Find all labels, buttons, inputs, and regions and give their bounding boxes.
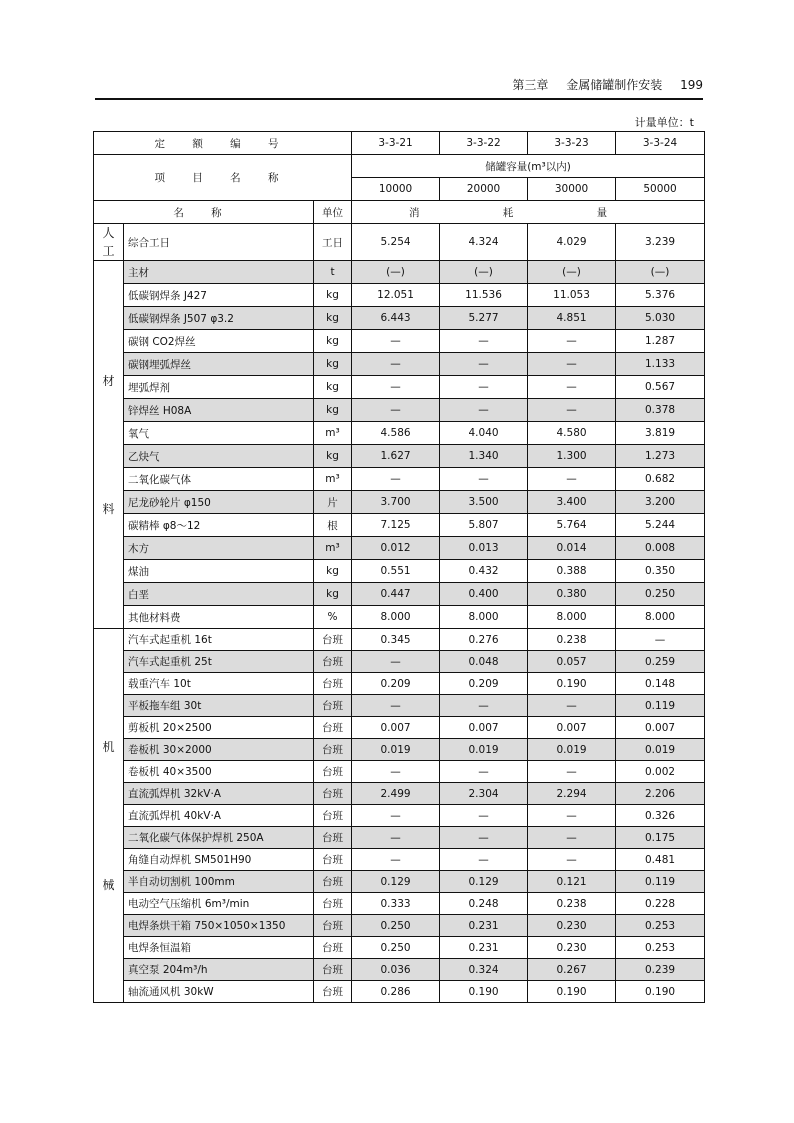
- item-value: 3.700: [352, 491, 440, 514]
- item-value: 2.499: [352, 783, 440, 805]
- item-value: —: [440, 330, 528, 353]
- item-value: 0.121: [528, 871, 616, 893]
- item-value: —: [440, 805, 528, 827]
- table-row: [94, 468, 705, 491]
- item-value: 0.326: [616, 805, 705, 827]
- table-row: [94, 224, 705, 261]
- category-char: 料: [102, 501, 115, 516]
- item-value: 0.007: [440, 717, 528, 739]
- table-row: [94, 560, 705, 583]
- item-name: 半自动切割机 100mm: [124, 871, 314, 893]
- item-value: 4.580: [528, 422, 616, 445]
- item-name: 尼龙砂轮片 φ150: [124, 491, 314, 514]
- item-value: 0.238: [528, 893, 616, 915]
- item-value: —: [528, 849, 616, 871]
- item-value: —: [352, 695, 440, 717]
- table-row: [94, 330, 705, 353]
- quota-code: 3-3-21: [352, 132, 440, 155]
- item-value: 2.294: [528, 783, 616, 805]
- item-value: 0.286: [352, 981, 440, 1003]
- item-value: 0.036: [352, 959, 440, 981]
- item-name: 直流弧焊机 40kV·A: [124, 805, 314, 827]
- item-value: 0.129: [352, 871, 440, 893]
- capacity-value: 10000: [352, 178, 440, 201]
- item-value: —: [352, 399, 440, 422]
- item-unit: kg: [314, 560, 352, 583]
- item-value: 0.019: [440, 739, 528, 761]
- item-value: 7.125: [352, 514, 440, 537]
- item-unit: 台班: [314, 981, 352, 1003]
- item-value: 0.551: [352, 560, 440, 583]
- quota-table: [93, 131, 705, 1003]
- item-value: 0.119: [616, 695, 705, 717]
- item-name: 锌焊丝 H08A: [124, 399, 314, 422]
- item-name: 角缝自动焊机 SM501H90: [124, 849, 314, 871]
- item-unit: 片: [314, 491, 352, 514]
- item-value: 0.350: [616, 560, 705, 583]
- item-name-label: 项 目 名 称: [94, 155, 352, 201]
- item-value: —: [616, 629, 705, 651]
- item-value: 0.190: [440, 981, 528, 1003]
- item-value: 0.013: [440, 537, 528, 560]
- item-name: 二氧化碳气体: [124, 468, 314, 491]
- item-unit: 根: [314, 514, 352, 537]
- table-row: [94, 915, 705, 937]
- table-row: [94, 717, 705, 739]
- item-value: —: [440, 695, 528, 717]
- item-value: 0.238: [528, 629, 616, 651]
- table-row: [94, 376, 705, 399]
- item-unit: kg: [314, 284, 352, 307]
- item-name: 汽车式起重机 16t: [124, 629, 314, 651]
- item-value: 4.851: [528, 307, 616, 330]
- item-value: 0.380: [528, 583, 616, 606]
- item-value: —: [352, 805, 440, 827]
- item-unit: kg: [314, 445, 352, 468]
- consumption-header: 消 耗 量: [352, 201, 705, 224]
- header-text: [498, 76, 703, 93]
- table-row: [94, 959, 705, 981]
- item-name: 电焊条恒温箱: [124, 937, 314, 959]
- item-value: 5.254: [352, 224, 440, 261]
- item-value: 0.567: [616, 376, 705, 399]
- item-value: 0.388: [528, 560, 616, 583]
- table-row: [94, 629, 705, 651]
- item-value: 0.400: [440, 583, 528, 606]
- table-row: [94, 651, 705, 673]
- item-value: 1.340: [440, 445, 528, 468]
- item-value: —: [528, 761, 616, 783]
- item-value: —: [352, 761, 440, 783]
- item-value: 0.048: [440, 651, 528, 673]
- item-name: 电动空气压缩机 6m³/min: [124, 893, 314, 915]
- item-value: —: [528, 399, 616, 422]
- column-header-row: [94, 201, 705, 224]
- item-name: 埋弧焊剂: [124, 376, 314, 399]
- table-row: [94, 445, 705, 468]
- item-name: 煤油: [124, 560, 314, 583]
- item-value: 0.190: [616, 981, 705, 1003]
- category-char: 机: [102, 739, 115, 754]
- table-row: [94, 307, 705, 330]
- item-value: 12.051: [352, 284, 440, 307]
- item-value: 1.273: [616, 445, 705, 468]
- chapter-label: 第三章: [512, 78, 549, 92]
- item-value: 0.230: [528, 915, 616, 937]
- item-value: 0.019: [528, 739, 616, 761]
- item-unit: 台班: [314, 805, 352, 827]
- item-value: —: [528, 353, 616, 376]
- table-row: [94, 353, 705, 376]
- item-value: —: [528, 376, 616, 399]
- item-unit: kg: [314, 353, 352, 376]
- item-value: 0.447: [352, 583, 440, 606]
- table-row: [94, 805, 705, 827]
- item-value: 1.627: [352, 445, 440, 468]
- item-name: 综合工日: [124, 224, 314, 261]
- item-unit: 台班: [314, 937, 352, 959]
- item-unit: kg: [314, 330, 352, 353]
- item-value: 0.119: [616, 871, 705, 893]
- item-value: 0.019: [352, 739, 440, 761]
- item-unit: kg: [314, 376, 352, 399]
- name-column-header: 名 称: [94, 201, 314, 224]
- item-value: 0.228: [616, 893, 705, 915]
- item-value: 0.239: [616, 959, 705, 981]
- item-value: 5.807: [440, 514, 528, 537]
- table-row: [94, 761, 705, 783]
- item-value: 0.209: [440, 673, 528, 695]
- item-value: 5.277: [440, 307, 528, 330]
- table-row: [94, 491, 705, 514]
- item-name: 碳钢埋弧焊丝: [124, 353, 314, 376]
- item-value: —: [352, 849, 440, 871]
- item-value: —: [440, 849, 528, 871]
- item-name: 白垩: [124, 583, 314, 606]
- item-value: —: [528, 805, 616, 827]
- item-unit: m³: [314, 537, 352, 560]
- item-name: 卷板机 40×3500: [124, 761, 314, 783]
- item-name: 低碳钢焊条 J507 φ3.2: [124, 307, 314, 330]
- table-row: [94, 284, 705, 307]
- item-value: (—): [616, 261, 705, 284]
- category-char: 工: [102, 244, 115, 258]
- item-value: 0.190: [528, 981, 616, 1003]
- item-value: —: [440, 468, 528, 491]
- item-value: 0.432: [440, 560, 528, 583]
- item-name: 直流弧焊机 32kV·A: [124, 783, 314, 805]
- quota-code: 3-3-24: [616, 132, 705, 155]
- item-unit: 台班: [314, 673, 352, 695]
- item-value: 0.231: [440, 915, 528, 937]
- item-value: 0.231: [440, 937, 528, 959]
- item-value: 3.819: [616, 422, 705, 445]
- item-unit: 工日: [314, 224, 352, 261]
- page-header: [95, 72, 703, 100]
- item-unit: 台班: [314, 651, 352, 673]
- item-unit: m³: [314, 422, 352, 445]
- item-name: 其他材料费: [124, 606, 314, 629]
- item-unit: 台班: [314, 849, 352, 871]
- item-name: 二氧化碳气体保护焊机 250A: [124, 827, 314, 849]
- item-value: 0.230: [528, 937, 616, 959]
- table-row: [94, 422, 705, 445]
- item-unit: 台班: [314, 783, 352, 805]
- item-value: 0.002: [616, 761, 705, 783]
- item-unit: m³: [314, 468, 352, 491]
- item-value: 8.000: [528, 606, 616, 629]
- item-unit: 台班: [314, 739, 352, 761]
- item-value: 3.400: [528, 491, 616, 514]
- capacity-value: 20000: [440, 178, 528, 201]
- item-value: 0.007: [352, 717, 440, 739]
- item-value: —: [528, 468, 616, 491]
- item-value: 0.248: [440, 893, 528, 915]
- category-char: 材: [102, 373, 115, 388]
- table-row: [94, 871, 705, 893]
- item-value: —: [352, 651, 440, 673]
- category-labor: [94, 224, 124, 261]
- item-unit: 台班: [314, 717, 352, 739]
- item-value: 8.000: [440, 606, 528, 629]
- section-title: 金属储罐制作安装: [566, 78, 663, 92]
- item-value: —: [352, 376, 440, 399]
- item-value: 0.148: [616, 673, 705, 695]
- item-value: 0.250: [616, 583, 705, 606]
- quota-label: 定 额 编 号: [94, 132, 352, 155]
- item-value: 0.007: [528, 717, 616, 739]
- item-value: (—): [352, 261, 440, 284]
- quota-code: 3-3-23: [528, 132, 616, 155]
- item-value: 0.019: [616, 739, 705, 761]
- item-unit: t: [314, 261, 352, 284]
- quota-code: 3-3-22: [440, 132, 528, 155]
- table-row: [94, 893, 705, 915]
- item-value: 0.324: [440, 959, 528, 981]
- item-unit: 台班: [314, 871, 352, 893]
- item-value: 4.324: [440, 224, 528, 261]
- table-row: [94, 981, 705, 1003]
- item-value: —: [352, 827, 440, 849]
- item-value: 0.378: [616, 399, 705, 422]
- item-value: 1.133: [616, 353, 705, 376]
- item-value: 0.250: [352, 915, 440, 937]
- item-value: 5.764: [528, 514, 616, 537]
- item-value: 0.057: [528, 651, 616, 673]
- unit-note: 计量单位：t: [634, 116, 694, 129]
- item-value: 3.239: [616, 224, 705, 261]
- item-value: —: [440, 827, 528, 849]
- item-value: 0.253: [616, 915, 705, 937]
- item-value: 0.345: [352, 629, 440, 651]
- item-unit: 台班: [314, 827, 352, 849]
- item-value: 0.007: [616, 717, 705, 739]
- item-name: 碳钢 CO2焊丝: [124, 330, 314, 353]
- table-row: [94, 673, 705, 695]
- item-unit: kg: [314, 399, 352, 422]
- item-value: —: [528, 330, 616, 353]
- item-value: 1.300: [528, 445, 616, 468]
- item-unit: 台班: [314, 959, 352, 981]
- item-value: 5.376: [616, 284, 705, 307]
- item-name: 卷板机 30×2000: [124, 739, 314, 761]
- item-value: 4.586: [352, 422, 440, 445]
- item-value: (—): [528, 261, 616, 284]
- item-unit: 台班: [314, 761, 352, 783]
- item-value: 0.008: [616, 537, 705, 560]
- item-value: —: [352, 330, 440, 353]
- item-name: 乙炔气: [124, 445, 314, 468]
- item-value: 8.000: [616, 606, 705, 629]
- item-value: —: [440, 353, 528, 376]
- table-row: [94, 739, 705, 761]
- item-value: 0.276: [440, 629, 528, 651]
- item-name: 载重汽车 10t: [124, 673, 314, 695]
- item-value: 3.500: [440, 491, 528, 514]
- table-row: [94, 606, 705, 629]
- item-name: 真空泵 204m³/h: [124, 959, 314, 981]
- capacity-label: 储罐容量(m³以内): [352, 155, 705, 178]
- item-value: 0.481: [616, 849, 705, 871]
- item-name: 平板拖车组 30t: [124, 695, 314, 717]
- item-value: —: [352, 468, 440, 491]
- item-unit: %: [314, 606, 352, 629]
- table-row: [94, 783, 705, 805]
- item-value: 0.250: [352, 937, 440, 959]
- item-value: 3.200: [616, 491, 705, 514]
- category-char: 械: [102, 877, 115, 892]
- item-name: 电焊条烘干箱 750×1050×1350: [124, 915, 314, 937]
- item-name: 碳精棒 φ8～12: [124, 514, 314, 537]
- item-unit: 台班: [314, 915, 352, 937]
- item-value: 0.259: [616, 651, 705, 673]
- item-value: 0.190: [528, 673, 616, 695]
- item-name: 轴流通风机 30kW: [124, 981, 314, 1003]
- item-name: 剪板机 20×2500: [124, 717, 314, 739]
- item-value: 5.244: [616, 514, 705, 537]
- item-value: —: [440, 376, 528, 399]
- item-unit: 台班: [314, 695, 352, 717]
- item-value: 0.253: [616, 937, 705, 959]
- item-unit: 台班: [314, 893, 352, 915]
- table-row: [94, 827, 705, 849]
- table-row: [94, 937, 705, 959]
- item-name: 氧气: [124, 422, 314, 445]
- item-value: 0.682: [616, 468, 705, 491]
- capacity-value: 50000: [616, 178, 705, 201]
- category-machinery: [94, 629, 124, 1003]
- item-value: 8.000: [352, 606, 440, 629]
- item-value: 11.053: [528, 284, 616, 307]
- item-value: 0.012: [352, 537, 440, 560]
- table-row: [94, 399, 705, 422]
- item-unit: 台班: [314, 629, 352, 651]
- item-unit: kg: [314, 583, 352, 606]
- table-row: [94, 583, 705, 606]
- item-value: 2.304: [440, 783, 528, 805]
- page-number: 199: [680, 78, 703, 92]
- item-value: 4.040: [440, 422, 528, 445]
- item-value: —: [528, 695, 616, 717]
- item-value: 0.333: [352, 893, 440, 915]
- item-name: 低碳钢焊条 J427: [124, 284, 314, 307]
- item-value: 0.014: [528, 537, 616, 560]
- table-row: [94, 695, 705, 717]
- item-value: —: [528, 827, 616, 849]
- item-value: —: [352, 353, 440, 376]
- item-value: 4.029: [528, 224, 616, 261]
- item-value: —: [440, 761, 528, 783]
- category-char: 人: [102, 226, 115, 240]
- item-value: 0.129: [440, 871, 528, 893]
- item-name: 汽车式起重机 25t: [124, 651, 314, 673]
- item-value: 1.287: [616, 330, 705, 353]
- item-name: 木方: [124, 537, 314, 560]
- table-row: [94, 849, 705, 871]
- item-value: —: [440, 399, 528, 422]
- item-value: 0.267: [528, 959, 616, 981]
- item-unit: kg: [314, 307, 352, 330]
- item-value: 6.443: [352, 307, 440, 330]
- capacity-value: 30000: [528, 178, 616, 201]
- category-material: [94, 261, 124, 629]
- table-row: [94, 261, 705, 284]
- quota-code-row: [94, 132, 705, 155]
- item-value: 11.536: [440, 284, 528, 307]
- table-row: [94, 537, 705, 560]
- item-value: (—): [440, 261, 528, 284]
- item-name: 主材: [124, 261, 314, 284]
- unit-column-header: 单位: [314, 201, 352, 224]
- item-value: 2.206: [616, 783, 705, 805]
- capacity-header-row: [94, 155, 705, 178]
- item-value: 0.175: [616, 827, 705, 849]
- item-value: 0.209: [352, 673, 440, 695]
- item-value: 5.030: [616, 307, 705, 330]
- table-row: [94, 514, 705, 537]
